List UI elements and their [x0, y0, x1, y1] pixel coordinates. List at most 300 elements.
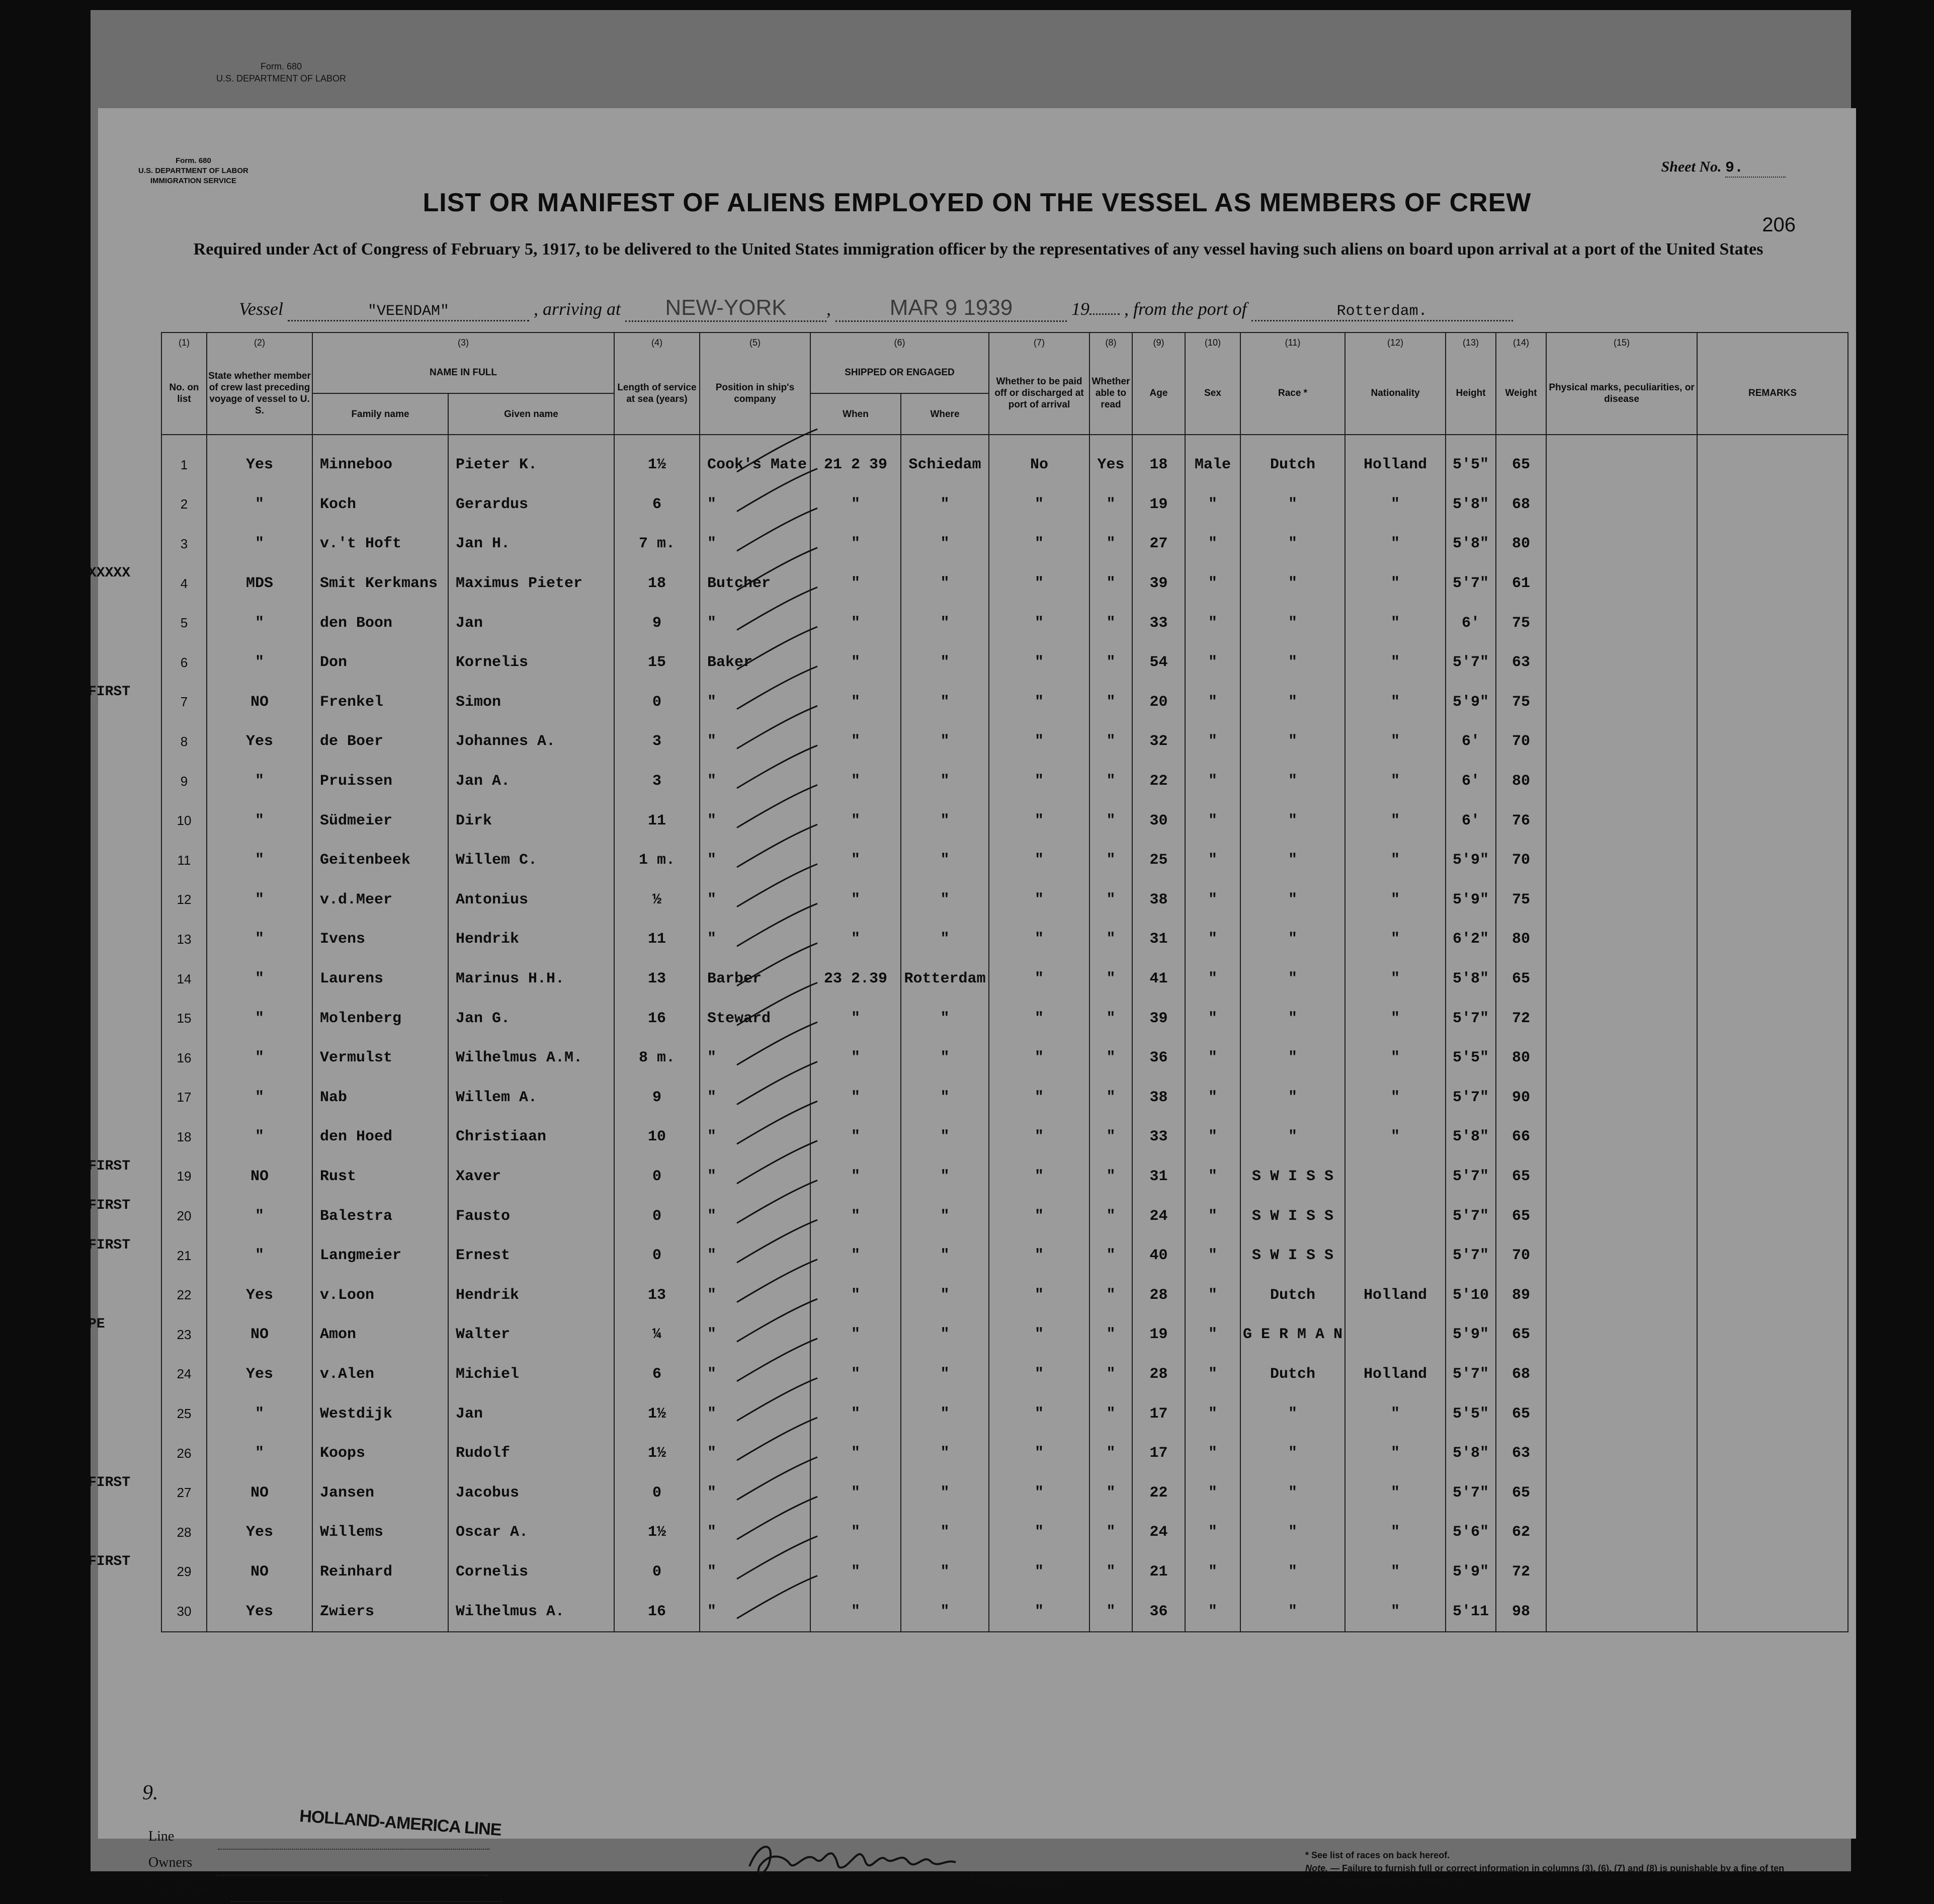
cell-able-to-read: ": [1089, 841, 1132, 880]
cell-shipped-when: ": [810, 564, 901, 604]
cell-previous-voyage: ": [207, 1236, 312, 1276]
cell-length-of-service: 7 m.: [614, 524, 700, 564]
cell-nationality: ": [1345, 1117, 1446, 1157]
cell-given-name: Willem A.: [448, 1078, 614, 1118]
cell-shipped-when: ": [810, 1157, 901, 1197]
races-note: * See list of races on back hereof.: [1305, 1850, 1450, 1860]
cell-able-to-read: ": [1089, 880, 1132, 920]
cell-given-name: Marinus H.H.: [448, 959, 614, 999]
cell-able-to-read: ": [1089, 1315, 1132, 1355]
cell-position: ": [700, 1236, 810, 1276]
cell-shipped-when: ": [810, 1513, 901, 1552]
cell-position: ": [700, 524, 810, 564]
cell-physical-marks: [1546, 683, 1697, 722]
margin-note: XXXXX: [88, 565, 131, 581]
cell-length-of-service: 9: [614, 603, 700, 643]
cell-position: ": [700, 762, 810, 801]
cell-sex: ": [1185, 603, 1240, 643]
header-where: Where: [901, 393, 989, 435]
cell-weight: 66: [1496, 1117, 1546, 1157]
cell-previous-voyage: ": [207, 959, 312, 999]
cell-given-name: Wilhelmus A.M.: [448, 1038, 614, 1078]
cell-able-to-read: ": [1089, 1275, 1132, 1315]
cell-sex: ": [1185, 1434, 1240, 1473]
column-number-1: (1): [161, 333, 207, 352]
cell-remarks: [1697, 801, 1848, 841]
header-physical-marks: Physical marks, peculiarities, or disease: [1546, 352, 1697, 435]
cell-family-name: v.d.Meer: [312, 880, 448, 920]
cell-paid-off: No: [989, 435, 1089, 485]
cell-list-number: 27: [161, 1473, 207, 1513]
cell-remarks: [1697, 524, 1848, 564]
cell-height: 5'7": [1446, 1078, 1496, 1118]
cell-physical-marks: [1546, 1473, 1697, 1513]
table-row: [161, 485, 1848, 525]
cell-height: 5'8": [1446, 524, 1496, 564]
cell-age: 19: [1132, 485, 1185, 525]
cell-age: 27: [1132, 524, 1185, 564]
cell-given-name: Rudolf: [448, 1434, 614, 1473]
cell-shipped-where: ": [901, 1078, 989, 1118]
cell-given-name: Maximus Pieter: [448, 564, 614, 604]
cell-shipped-where: ": [901, 1552, 989, 1592]
cell-age: 21: [1132, 1552, 1185, 1592]
cell-list-number: 1: [161, 435, 207, 485]
cell-remarks: [1697, 722, 1848, 762]
cell-height: 5'11: [1446, 1592, 1496, 1632]
cell-sex: ": [1185, 1275, 1240, 1315]
cell-length-of-service: ¼: [614, 1315, 700, 1355]
cell-given-name: Dirk: [448, 801, 614, 841]
table-row: [161, 643, 1848, 683]
cell-age: 41: [1132, 959, 1185, 999]
cell-sex: ": [1185, 485, 1240, 525]
cell-shipped-when: ": [810, 722, 901, 762]
cell-list-number: 24: [161, 1355, 207, 1394]
cell-length-of-service: 0: [614, 1157, 700, 1197]
cell-remarks: [1697, 841, 1848, 880]
cell-family-name: Geitenbeek: [312, 841, 448, 880]
cell-age: 22: [1132, 1473, 1185, 1513]
cell-age: 24: [1132, 1196, 1185, 1236]
cell-remarks: [1697, 1434, 1848, 1473]
cell-position: ": [700, 920, 810, 959]
arriving-label: , arriving at: [533, 299, 621, 319]
cell-height: 5'6": [1446, 1513, 1496, 1552]
cell-weight: 63: [1496, 1434, 1546, 1473]
cell-sex: ": [1185, 880, 1240, 920]
cell-previous-voyage: Yes: [207, 1592, 312, 1632]
table-row: [161, 1513, 1848, 1552]
cell-age: 36: [1132, 1038, 1185, 1078]
cell-height: 5'7": [1446, 1473, 1496, 1513]
cell-position: ": [700, 683, 810, 722]
cell-previous-voyage: ": [207, 1394, 312, 1434]
cell-paid-off: ": [989, 959, 1089, 999]
cell-previous-voyage: ": [207, 643, 312, 683]
crew-table: [161, 332, 1848, 1632]
cell-weight: 70: [1496, 722, 1546, 762]
cell-race: ": [1240, 801, 1345, 841]
cell-previous-voyage: Yes: [207, 435, 312, 485]
cell-paid-off: ": [989, 880, 1089, 920]
cell-given-name: Jan: [448, 603, 614, 643]
cell-sex: ": [1185, 1078, 1240, 1118]
cell-length-of-service: 13: [614, 1275, 700, 1315]
cell-remarks: [1697, 603, 1848, 643]
table-row: [161, 722, 1848, 762]
cell-list-number: 11: [161, 841, 207, 880]
cell-list-number: 13: [161, 920, 207, 959]
cell-remarks: [1697, 1552, 1848, 1592]
agents-label: Local Agents: [148, 1881, 223, 1896]
cell-family-name: Ivens: [312, 920, 448, 959]
cell-weight: 63: [1496, 643, 1546, 683]
cell-previous-voyage: ": [207, 841, 312, 880]
cell-shipped-when: ": [810, 1078, 901, 1118]
cell-family-name: Minneboo: [312, 435, 448, 485]
cell-race: ": [1240, 722, 1345, 762]
cell-given-name: Jan: [448, 1394, 614, 1434]
column-number-13: (13): [1446, 333, 1496, 352]
cell-nationality: ": [1345, 959, 1446, 999]
cell-remarks: [1697, 1275, 1848, 1315]
cell-given-name: Simon: [448, 683, 614, 722]
footer-notes: [1305, 1849, 1808, 1888]
header-name-in-full: NAME IN FULL: [312, 352, 614, 393]
sheet-number-label: Sheet No.: [1661, 158, 1722, 175]
inspector-label: Immigrant Inspector.: [968, 1874, 1074, 1887]
cell-given-name: Jan A.: [448, 762, 614, 801]
header-given-name: Given name: [448, 393, 614, 435]
cell-sex: ": [1185, 1355, 1240, 1394]
cell-previous-voyage: Yes: [207, 722, 312, 762]
cell-remarks: [1697, 920, 1848, 959]
cell-nationality: ": [1345, 1434, 1446, 1473]
margin-note: FIRST: [88, 684, 131, 700]
cell-length-of-service: 18: [614, 564, 700, 604]
cell-family-name: v.'t Hoft: [312, 524, 448, 564]
cell-height: 5'8": [1446, 485, 1496, 525]
cell-remarks: [1697, 1394, 1848, 1434]
cell-shipped-when: ": [810, 1275, 901, 1315]
cell-length-of-service: 11: [614, 920, 700, 959]
cell-remarks: [1697, 880, 1848, 920]
cell-shipped-when: ": [810, 1196, 901, 1236]
cell-length-of-service: ½: [614, 880, 700, 920]
cell-sex: ": [1185, 1473, 1240, 1513]
cell-paid-off: ": [989, 1196, 1089, 1236]
cell-list-number: 4: [161, 564, 207, 604]
cell-length-of-service: 13: [614, 959, 700, 999]
cell-shipped-where: ": [901, 801, 989, 841]
cell-age: 39: [1132, 999, 1185, 1038]
cell-given-name: Xaver: [448, 1157, 614, 1197]
cell-able-to-read: ": [1089, 1394, 1132, 1434]
cell-sex: ": [1185, 1117, 1240, 1157]
header-height: Height: [1446, 352, 1496, 435]
cell-shipped-when: ": [810, 683, 901, 722]
cell-previous-voyage: ": [207, 801, 312, 841]
cell-remarks: [1697, 959, 1848, 999]
cell-nationality: ": [1345, 1592, 1446, 1632]
cell-race: ": [1240, 1038, 1345, 1078]
cell-weight: 72: [1496, 1552, 1546, 1592]
cell-able-to-read: ": [1089, 1552, 1132, 1592]
cell-race: ": [1240, 524, 1345, 564]
cell-paid-off: ": [989, 722, 1089, 762]
cell-given-name: Hendrik: [448, 1275, 614, 1315]
cell-height: 5'8": [1446, 959, 1496, 999]
cell-given-name: Fausto: [448, 1196, 614, 1236]
cell-age: 54: [1132, 643, 1185, 683]
cell-shipped-where: ": [901, 603, 989, 643]
cell-shipped-where: ": [901, 880, 989, 920]
cell-able-to-read: ": [1089, 1038, 1132, 1078]
cell-physical-marks: [1546, 1078, 1697, 1118]
header-previous-voyage: State whether member of crew last preceding voyage of vessel to U. S.: [207, 352, 312, 435]
cell-height: 6': [1446, 722, 1496, 762]
cell-nationality: ": [1345, 603, 1446, 643]
cell-age: 20: [1132, 683, 1185, 722]
underlying-form-number: Form. 680: [261, 61, 302, 71]
column-number-3: (3): [312, 333, 614, 352]
cell-weight: 75: [1496, 683, 1546, 722]
cell-position: Baker: [700, 643, 810, 683]
cell-list-number: 20: [161, 1196, 207, 1236]
cell-paid-off: ": [989, 485, 1089, 525]
cell-shipped-where: Rotterdam: [901, 959, 989, 999]
cell-length-of-service: 16: [614, 1592, 700, 1632]
cell-paid-off: ": [989, 1552, 1089, 1592]
cell-shipped-when: ": [810, 880, 901, 920]
cell-age: 22: [1132, 762, 1185, 801]
cell-length-of-service: 1½: [614, 1513, 700, 1552]
margin-note: PE: [88, 1316, 105, 1333]
cell-race: ": [1240, 1513, 1345, 1552]
cell-age: 30: [1132, 801, 1185, 841]
column-number-6: (6): [810, 333, 989, 352]
cell-physical-marks: [1546, 1275, 1697, 1315]
cell-position: ": [700, 1592, 810, 1632]
cell-nationality: ": [1345, 1552, 1446, 1592]
shipping-line-stamp: HOLLAND-AMERICA LINE: [299, 1806, 502, 1840]
cell-age: 38: [1132, 880, 1185, 920]
cell-shipped-where: ": [901, 1592, 989, 1632]
cell-shipped-when: ": [810, 1592, 901, 1632]
cell-given-name: Jan H.: [448, 524, 614, 564]
form-identifier: [138, 156, 248, 186]
column-number-15: (15): [1546, 333, 1697, 352]
cell-family-name: Langmeier: [312, 1236, 448, 1276]
cell-height: 5'8": [1446, 1117, 1496, 1157]
cell-weight: 65: [1496, 959, 1546, 999]
cell-length-of-service: 1 m.: [614, 841, 700, 880]
cell-physical-marks: [1546, 564, 1697, 604]
agents-field: [231, 1901, 502, 1902]
cell-remarks: [1697, 1157, 1848, 1197]
cell-given-name: Walter: [448, 1315, 614, 1355]
table-row: [161, 1434, 1848, 1473]
cell-remarks: [1697, 762, 1848, 801]
cell-remarks: [1697, 1513, 1848, 1552]
cell-able-to-read: ": [1089, 762, 1132, 801]
cell-sex: ": [1185, 683, 1240, 722]
department-name: U.S. DEPARTMENT OF LABOR: [138, 167, 248, 175]
cell-paid-off: ": [989, 1592, 1089, 1632]
cell-able-to-read: ": [1089, 683, 1132, 722]
cell-paid-off: ": [989, 801, 1089, 841]
cell-paid-off: ": [989, 762, 1089, 801]
cell-remarks: [1697, 683, 1848, 722]
cell-given-name: Jacobus: [448, 1473, 614, 1513]
cell-race: Dutch: [1240, 435, 1345, 485]
underlying-form-id: [216, 60, 346, 85]
cell-age: 36: [1132, 1592, 1185, 1632]
cell-family-name: Amon: [312, 1315, 448, 1355]
cell-sex: ": [1185, 1196, 1240, 1236]
cell-physical-marks: [1546, 1552, 1697, 1592]
header-no-on-list: No. on list: [161, 352, 207, 435]
table-row: [161, 1236, 1848, 1276]
cell-able-to-read: ": [1089, 1355, 1132, 1394]
cell-previous-voyage: NO: [207, 1552, 312, 1592]
cell-position: Steward: [700, 999, 810, 1038]
cell-height: 5'9": [1446, 880, 1496, 920]
cell-physical-marks: [1546, 722, 1697, 762]
cell-paid-off: ": [989, 1513, 1089, 1552]
cell-weight: 80: [1496, 920, 1546, 959]
cell-shipped-where: ": [901, 1315, 989, 1355]
cell-length-of-service: 9: [614, 1078, 700, 1118]
cell-weight: 68: [1496, 485, 1546, 525]
cell-paid-off: ": [989, 1157, 1089, 1197]
cell-remarks: [1697, 999, 1848, 1038]
cell-able-to-read: ": [1089, 1236, 1132, 1276]
cell-able-to-read: ": [1089, 643, 1132, 683]
cell-previous-voyage: ": [207, 920, 312, 959]
cell-shipped-when: ": [810, 524, 901, 564]
cell-shipped-where: ": [901, 920, 989, 959]
cell-sex: ": [1185, 1315, 1240, 1355]
table-row: [161, 959, 1848, 999]
cell-sex: ": [1185, 999, 1240, 1038]
cell-shipped-when: ": [810, 1117, 901, 1157]
cell-previous-voyage: ": [207, 1078, 312, 1118]
cell-height: 5'5": [1446, 1038, 1496, 1078]
cell-race: ": [1240, 880, 1345, 920]
cell-family-name: Willems: [312, 1513, 448, 1552]
cell-able-to-read: ": [1089, 1513, 1132, 1552]
cell-race: ": [1240, 683, 1345, 722]
header-shipped-engaged: SHIPPED OR ENGAGED: [810, 352, 989, 393]
cell-shipped-when: ": [810, 1394, 901, 1434]
cell-previous-voyage: NO: [207, 1473, 312, 1513]
cell-given-name: Willem C.: [448, 841, 614, 880]
document-title: LIST OR MANIFEST OF ALIENS EMPLOYED ON THE VESSEL AS MEMBERS OF CREW: [423, 188, 1532, 217]
cell-previous-voyage: ": [207, 880, 312, 920]
cell-race: S W I S S: [1240, 1196, 1345, 1236]
cell-list-number: 5: [161, 603, 207, 643]
cell-nationality: ": [1345, 1038, 1446, 1078]
cell-physical-marks: [1546, 841, 1697, 880]
cell-given-name: Hendrik: [448, 920, 614, 959]
cell-able-to-read: ": [1089, 1078, 1132, 1118]
cell-height: 6'2": [1446, 920, 1496, 959]
cell-physical-marks: [1546, 762, 1697, 801]
cell-physical-marks: [1546, 435, 1697, 485]
cell-paid-off: ": [989, 841, 1089, 880]
cell-previous-voyage: Yes: [207, 1355, 312, 1394]
cell-shipped-when: ": [810, 920, 901, 959]
note-text: — Failure to furnish full or correct information in columns (3), (6), (7) and (8) is punishable by a fine of ten dollars for each alien. See other side.: [1305, 1863, 1785, 1886]
document-subtitle: Required under Act of Congress of February 5, 1917, to be delivered to the United States immigration officer by the representatives of any vessel having such aliens on board upon arrival at a port of the United States: [193, 240, 1763, 259]
cell-list-number: 8: [161, 722, 207, 762]
cell-remarks: [1697, 435, 1848, 485]
cell-previous-voyage: ": [207, 603, 312, 643]
cell-shipped-when: ": [810, 1434, 901, 1473]
cell-race: ": [1240, 841, 1345, 880]
cell-race: S W I S S: [1240, 1236, 1345, 1276]
table-row: [161, 564, 1848, 604]
cell-previous-voyage: ": [207, 1117, 312, 1157]
owners-label: Owners: [148, 1855, 193, 1870]
cell-height: 5'9": [1446, 683, 1496, 722]
cell-given-name: Pieter K.: [448, 435, 614, 485]
cell-list-number: 23: [161, 1315, 207, 1355]
cell-physical-marks: [1546, 1355, 1697, 1394]
column-number-2: (2): [207, 333, 312, 352]
cell-shipped-where: ": [901, 841, 989, 880]
table-row: [161, 1592, 1848, 1632]
header-weight: Weight: [1496, 352, 1546, 435]
cell-physical-marks: [1546, 603, 1697, 643]
cell-nationality: ": [1345, 1078, 1446, 1118]
table-row: [161, 1275, 1848, 1315]
cell-remarks: [1697, 1078, 1848, 1118]
manifest-sheet: [88, 108, 1856, 1896]
cell-weight: 61: [1496, 564, 1546, 604]
cell-nationality: Holland: [1345, 1275, 1446, 1315]
cell-position: ": [700, 1315, 810, 1355]
cell-sex: ": [1185, 1038, 1240, 1078]
cell-age: 31: [1132, 920, 1185, 959]
cell-remarks: [1697, 1196, 1848, 1236]
cell-age: 28: [1132, 1355, 1185, 1394]
cell-list-number: 7: [161, 683, 207, 722]
cell-family-name: Koch: [312, 485, 448, 525]
inspector-signature: [739, 1831, 981, 1886]
cell-shipped-where: ": [901, 1117, 989, 1157]
cell-nationality: [1345, 1236, 1446, 1276]
cell-length-of-service: 3: [614, 722, 700, 762]
cell-race: ": [1240, 564, 1345, 604]
cell-age: 17: [1132, 1394, 1185, 1434]
cell-age: 18: [1132, 435, 1185, 485]
cell-physical-marks: [1546, 1038, 1697, 1078]
cell-family-name: Jansen: [312, 1473, 448, 1513]
cell-length-of-service: 15: [614, 643, 700, 683]
cell-nationality: ": [1345, 1394, 1446, 1434]
cell-nationality: ": [1345, 564, 1446, 604]
cell-height: 5'9": [1446, 1315, 1496, 1355]
cell-position: ": [700, 1394, 810, 1434]
table-row: [161, 1157, 1848, 1197]
cell-shipped-where: ": [901, 683, 989, 722]
footer-line-number: 9.: [142, 1781, 158, 1804]
cell-race: Dutch: [1240, 1275, 1345, 1315]
cell-sex: ": [1185, 722, 1240, 762]
